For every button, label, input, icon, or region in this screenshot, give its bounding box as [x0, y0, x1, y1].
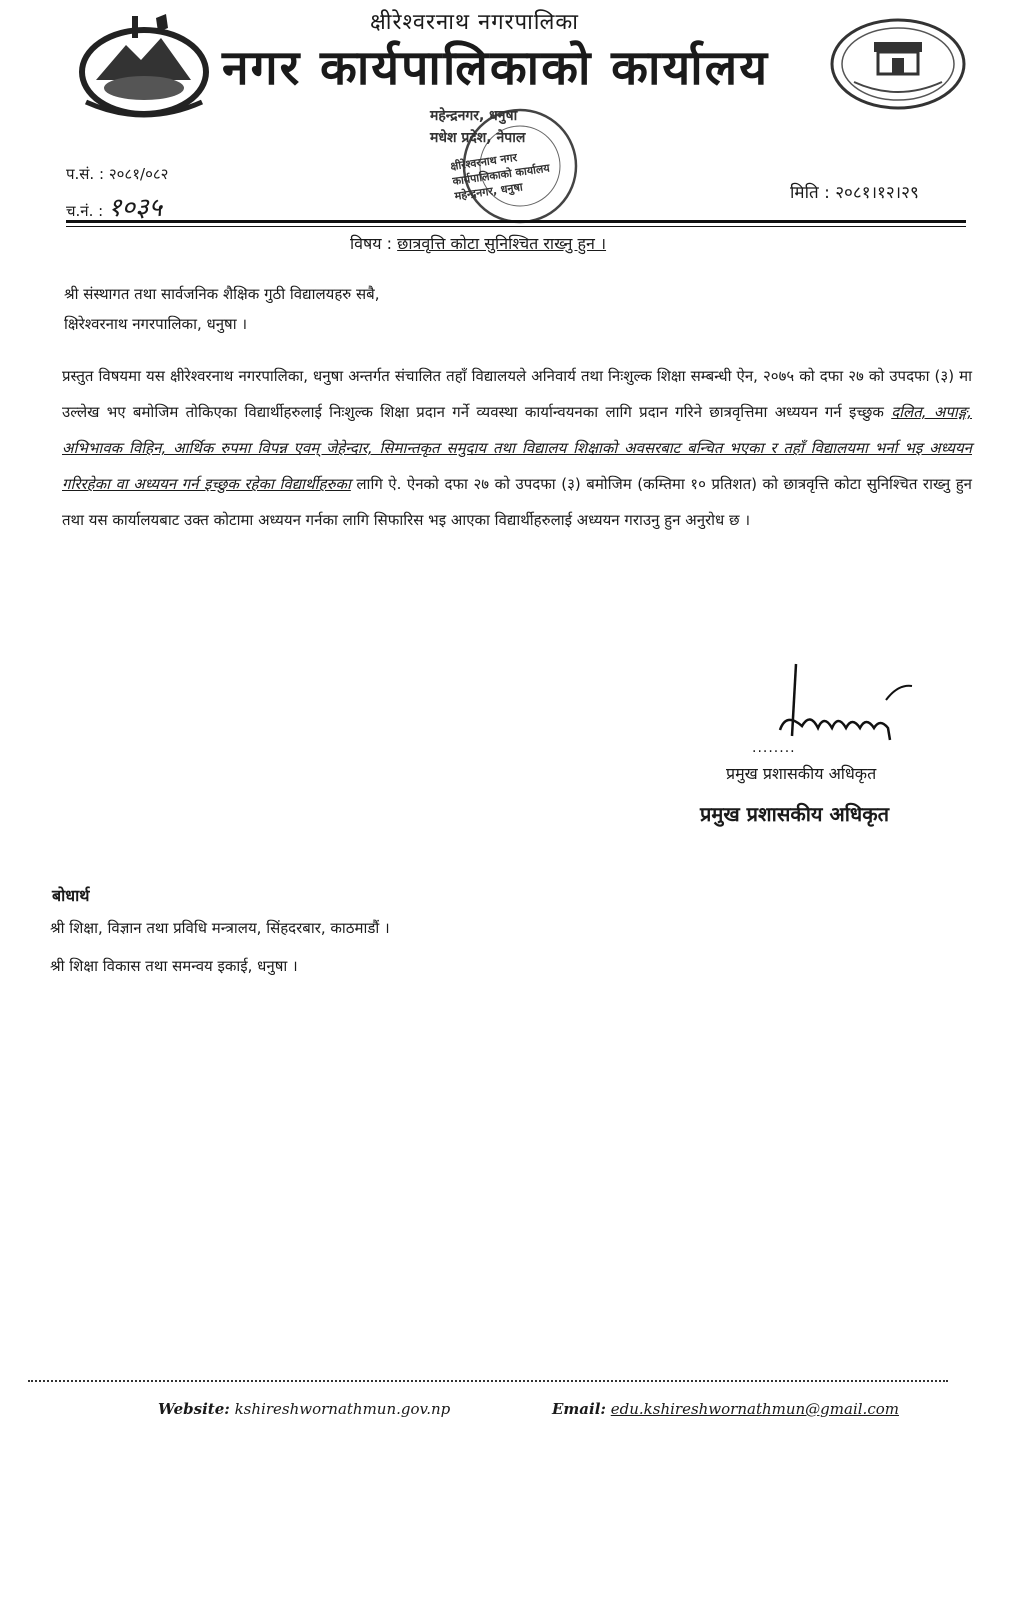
cn-value: १०३५ [108, 193, 163, 223]
cc-item: श्री शिक्षा विकास तथा समन्वय इकाई, धनुषा । [50, 957, 298, 975]
ps-label: प.सं. : [66, 165, 105, 183]
body-underlined: दलित, अपाङ्ग, अभिभावक विहिन, आर्थिक रुपमा विपन्न एवम् जेहेन्दार, सिमान्तकृत समुदाय तथा विद्यालय शिक्षाको अवसरबाट बन्चित भएका र तहाँ विद्यालयमा भर्ना भइ अध्ययन गरिरहेका वा अध्ययन गर्न इच्छुक रहेका विद्यार्थीहरुका [62, 403, 972, 493]
email-label: Email: [552, 1400, 606, 1418]
letter-body [62, 358, 972, 538]
cc-heading: बोधार्थ [52, 886, 90, 905]
website-link[interactable]: kshireshwornathmun.gov.np [234, 1400, 451, 1418]
addressee-line2: क्षिरेश्वरनाथ नगरपालिका, धनुषा । [64, 315, 248, 333]
signature-dots: ........ [752, 740, 796, 756]
cn-reference [66, 188, 162, 224]
addressee-line1: श्री संस्थागत तथा सार्वजनिक शैक्षिक गुठी विद्यालयहरु सबै, [64, 285, 380, 303]
seal-text: क्षीरेश्वरनाथ नगर कार्यपालिकाको कार्यालय महेन्द्रनगर, धनुषा [449, 150, 551, 203]
cc-item: श्री शिक्षा, विज्ञान तथा प्रविधि मन्त्रालय, सिंहदरबार, काठमाडौं । [50, 919, 390, 937]
office-title: नगर कार्यपालिकाको कार्यालय [222, 40, 770, 96]
stamp-address-line1: महेन्द्रनगर, धनुषा [430, 108, 518, 124]
nepal-emblem-icon [66, 10, 216, 120]
municipality-logo-icon [828, 16, 968, 112]
date-label: मिति : [790, 183, 830, 203]
stamp-address-line2: मधेश प्रदेश, नेपाल [430, 130, 526, 146]
cn-label: च.नं. : [66, 202, 104, 220]
ps-reference [66, 164, 168, 184]
footer-website [158, 1400, 450, 1418]
body-part2: लागि ऐ. ऐनको दफा २७ को उपदफा (३) बमोजिम (कम्तिमा १० प्रतिशत) को छात्रवृत्ति कोटा सुनिश्चित राख्नु हुन तथा यस कार्यालयबाट उक्त कोटामा अध्ययन गर्नका लागि सिफारिस भइ आएका विद्यार्थीहरुलाई अध्ययन गराउनु हुन अनुरोध छ । [62, 475, 972, 529]
footer-divider [28, 1380, 948, 1382]
subject-label: विषय : [350, 234, 393, 253]
subject-text: छात्रवृत्ति कोटा सुनिश्चित राख्नु हुन । [397, 234, 607, 253]
date-value: २०८१।१२।२९ [835, 183, 919, 203]
subject-line [350, 232, 606, 254]
header-rule [66, 220, 966, 223]
body-part1: प्रस्तुत विषयमा यस क्षीरेश्वरनाथ नगरपालिका, धनुषा अन्तर्गत संचालित तहाँ विद्यालयले अनिवार्य तथा निःशुल्क शिक्षा सम्बन्धी ऐन, २०७५ को दफा २७ को उपदफा (३) मा उल्लेख भए बमोजिम तोकिएका विद्यार्थीहरुलाई निःशुल्क शिक्षा प्रदान गर्ने व्यवस्था कार्यान्वयनका लागि प्रदान गरिने छात्रवृत्तिमा अध्ययन गर्न इच्छुक [62, 367, 972, 421]
footer-email [552, 1400, 899, 1418]
municipality-name: क्षीरेश्वरनाथ नगरपालिका [370, 10, 580, 35]
email-link[interactable]: edu.kshireshwornathmun@gmail.com [610, 1400, 899, 1418]
header-rule-thin [66, 226, 966, 227]
ps-value: २०८१/०८२ [108, 165, 169, 183]
signatory-stamp: प्रमुख प्रशासकीय अधिकृत [700, 802, 889, 826]
letter-date [790, 180, 919, 203]
signatory-title: प्रमुख प्रशासकीय अधिकृत [726, 764, 877, 783]
website-label: Website: [158, 1400, 230, 1418]
